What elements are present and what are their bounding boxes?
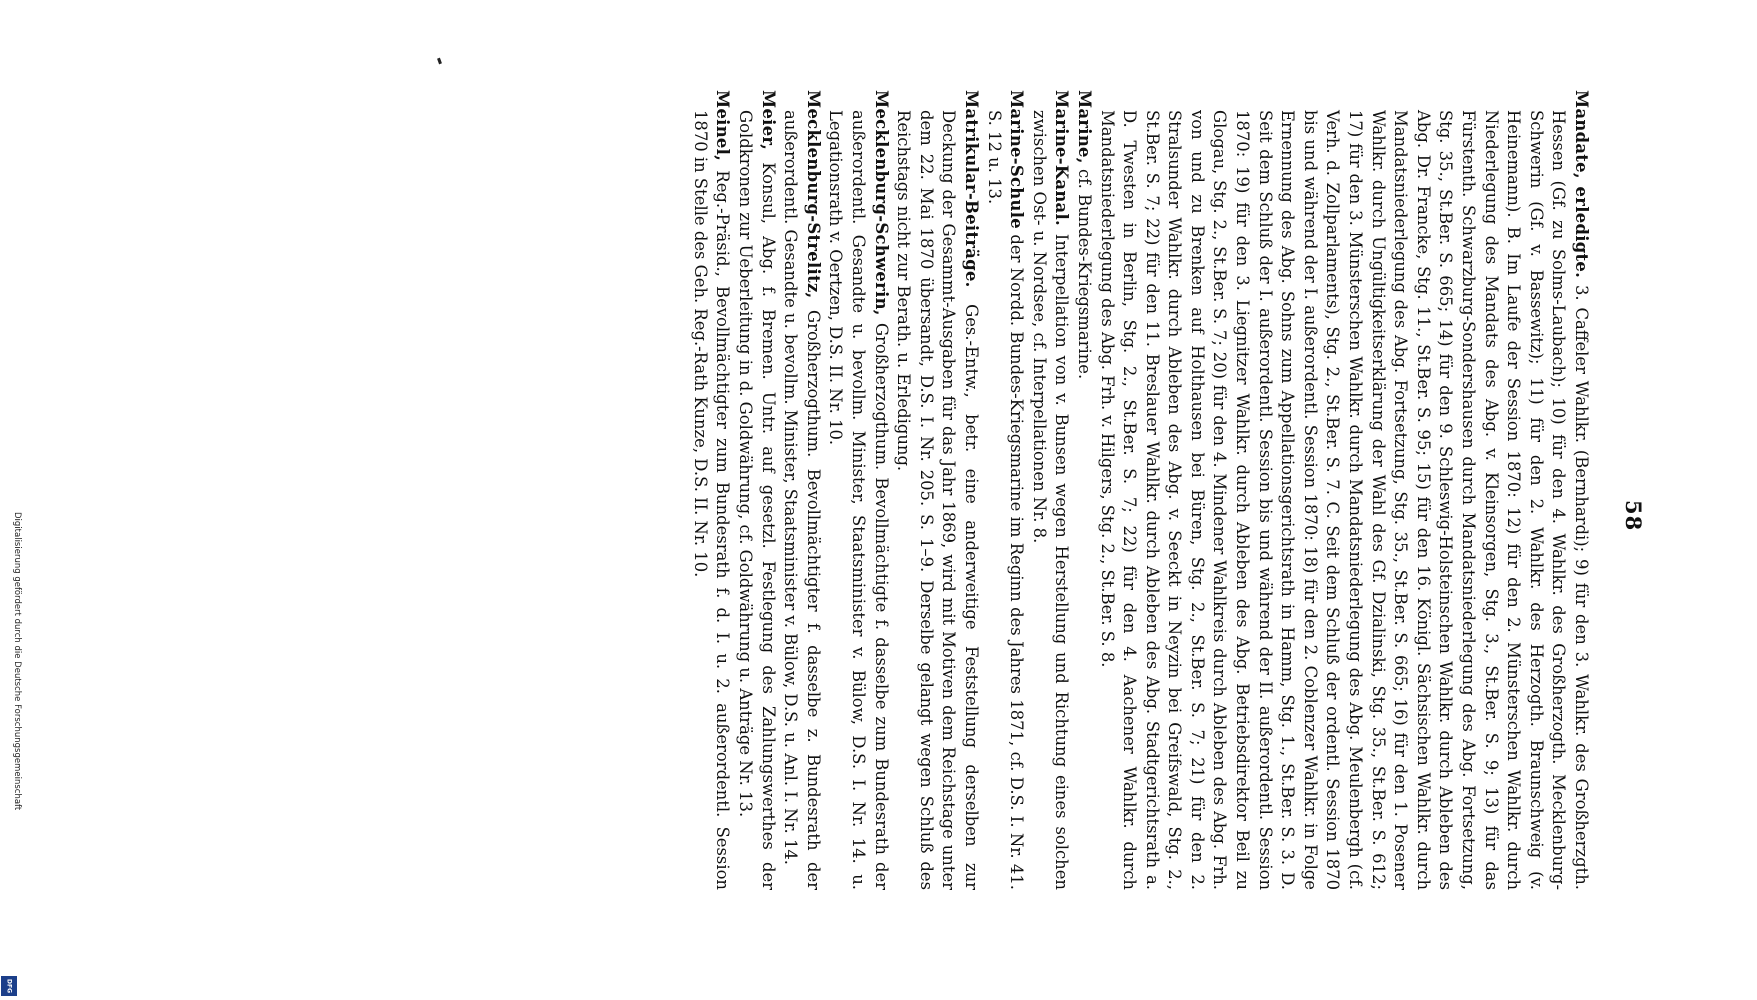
scan-speck	[437, 58, 442, 65]
entry-text: cf. Bundes-Kriegsmarine.	[1074, 169, 1094, 380]
entry-keyword: Mecklenburg-Strelitz,	[803, 90, 823, 299]
index-entry	[779, 90, 824, 890]
index-entry	[892, 90, 982, 890]
page-number: 58	[1621, 500, 1646, 532]
entry-keyword: Mandate, erledigte.	[1572, 90, 1591, 279]
entry-keyword: Meier,	[758, 90, 778, 151]
index-entry	[1072, 90, 1095, 890]
dfg-logo: DFG	[1, 976, 17, 996]
entry-text: der Nordd. Bundes-Kriegsmarine im Reginn des Jahres 1871, cf. D.S. I. Nr. 41. S. 12 u. 13.	[984, 110, 1027, 890]
entry-text: Großherzogthum. Bevollmächtigte f. dasselbe zum Bundesrath der außerordentl. Gesandte u. bevollm. Minister, Staatsminister v. Bülow, D.S. I. Nr. 14. u. Legationsrath v. Oertzen, D.S. II. Nr. 10.	[826, 110, 891, 890]
index-entry	[1095, 90, 1592, 890]
digitization-credit	[0, 0, 22, 1000]
entry-keyword: Meinel,	[713, 90, 733, 162]
entry-keyword: Marine,	[1074, 90, 1094, 164]
entry-text: Interpellation von v. Bunsen wegen Herstellung und Richtung eines solchen zwischen Ost- u. Nordsee, cf. Interpellationen Nr. 8.	[1029, 110, 1072, 890]
index-entry	[688, 90, 733, 890]
entry-keyword: Mecklenburg-Schwerin,	[871, 90, 891, 316]
entry-text: Reg.-Präsid., Bevollmächtigter zum Bundesrath f. d. I. u. 2. außerordentl. Session 1870 in Stelle des Geh. Reg.-Rath Kunze, D.S. II. Nr. 10.	[690, 110, 733, 890]
entry-text: 3. Caffeler Wahlkr. (Bernhardi); 9) für den 3. Wahlkr. des Großherzgth. Hessen (Gf. zu Solms-Laubach); 10) für den 4. Wahlkr. des Großherzogth. Mecklenburg-Schwerin (Gf. v. Bassewitz); 11) für den 2. Wahlkr. des Herzogth. Braunschweig (v. Heinemann). B. Im Laufe der Session 1870: 12) für den 2. Münsterschen Wahlkr. durch Niederlegung des Mandats des Abg. v. Kleinsorgen, Stg. 3., St.Ber. S. 9; 13) für das Fürstenth. Schwarzburg-Sondershausen durch Mandatsniederlegung des Abg. Fortsetzung, Stg. 35., St.Ber. S. 665; 14) für den 9. Schleswig-Holsteinschen Wahlkr. durch Ableben des Abg. Dr. Francke, Stg. 11., St.Ber. S. 95; 15) für den 16. Königl. Sächsischen Wahlkr. durch Mandatsniederlegung des Abg. Fortsetzung, Stg. 35., St.Ber. S. 665; 16) für den 1. Posener Wahlkr. durch Ungültigkeitserklärung der Wahl des Gf. Dzialinski, Stg. 35., St.Ber. S. 612; 17) für den 3. Münsterschen Wahlkr. durch Mandatsniederlegung des Abg. Meulenbergh (cf. Verh. d. Zollparlaments), Stg. 2., St.Ber. S. 7. C. Seit dem Schluß der ordentl. Session 1870 bis und während der I. außerordentl. Session 1870: 18) für den 2. Coblenzer Wahlkr. in Folge Ernennung des Abg. Sohns zum Appellationsgerichtsrath in Hamm, Stg. 1., St.Ber. S. 3. D. Seit dem Schluß der I. außerordentl. Session bis und während der II. außerordentl. Session 1870: 19) für den 3. Liegnitzer Wahlkr. durch Ableben des Abg. Betriebsdirektor Beil zu Glogau, Stg. 2., St.Ber. S. 7; 20) für den 4. Mindener Wahlkreis durch Ableben des Abg. Frh. von und zu Brenken auf Holthausen bei Büren, Stg. 2., St.Ber. S. 7; 21) für den 2. Stralsunder Wahlkr. durch Ableben des Abg. v. Seeckt in Neyzin bei Greifswald, Stg. 2., St.Ber. S. 7; 22) für den 11. Breslauer Wahlkr. durch Ableben des Abg. Stadtgerichtsrath a. D. Twesten in Berlin, Stg. 2., St.Ber. S. 7; 22) für den 4. Aachener Wahlkr. durch Mandatsniederlegung des Abg. Frh. v. Hilgers, Stg. 2., St.Ber. S. 8.	[1097, 110, 1591, 890]
index-entry	[982, 90, 1027, 890]
entry-text: Konsul, Abg. f. Bremen. Untr. auf gesetzl. Festlegung des Zahlungswerthes der Goldkronen zur Ueberleitung in d. Goldwährung, cf. Goldwährung u. Anträge Nr. 13.	[736, 110, 778, 890]
entry-keyword: Marine-Schule	[1007, 90, 1027, 229]
entry-text: Ges.-Entw., betr. eine anderweitige Feststellung derselben zur Deckung der Gesammt-Ausgaben für das Jahr 1869, wird mit Motiven dem Reichstage unter dem 22. Mai 1870 übersandt, D.S. I. Nr. 205. S. 1–9. Derselbe gelangt wegen Schluß des Reichstags nicht zur Berath. u. Erledigung.	[894, 110, 981, 890]
rotated-page-content	[170, 90, 1646, 910]
entry-keyword: Marine-Kanal.	[1052, 90, 1072, 227]
credit-text: Digitalisierung gefördert durch die Deutsche Forschungsgemeinschaft	[12, 512, 22, 811]
entry-text: Großherzogthum. Bevollmächtigter f. dasselbe z. Bundesrath der außerordentl. Gesandte u. bevollm. Minister, Staatsminister v. Bülow, D.S. u. Anl. I. Nr. 14.	[781, 110, 823, 890]
entry-keyword: Matrikular-Beiträge.	[961, 90, 981, 288]
index-entry	[733, 90, 778, 890]
index-entry	[1027, 90, 1072, 890]
index-entry	[824, 90, 892, 890]
index-entries	[688, 90, 1592, 890]
